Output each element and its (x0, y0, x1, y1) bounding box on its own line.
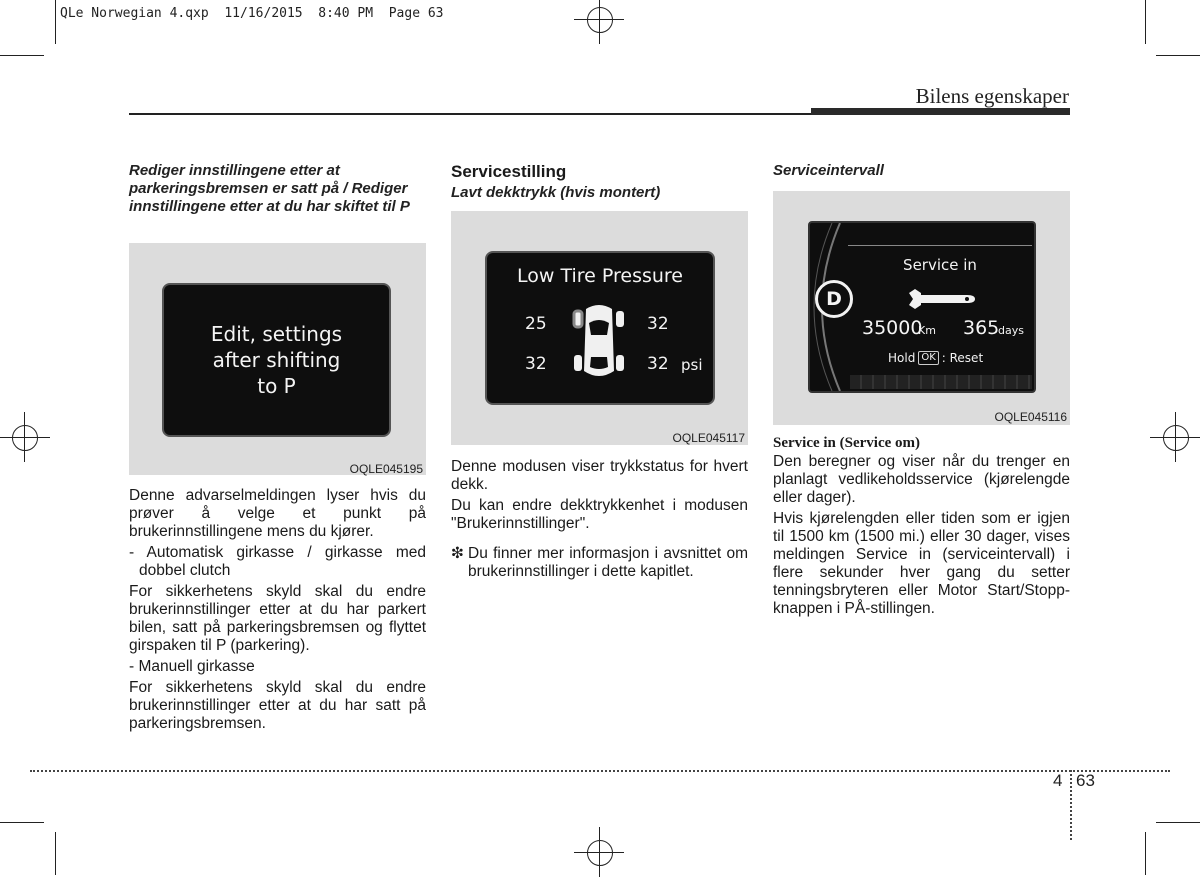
column-2 (451, 162, 748, 202)
distance-unit: Km (918, 324, 936, 337)
crop-mark (1156, 822, 1200, 823)
footer-dotted-rule (30, 770, 1170, 772)
display-screen (485, 251, 715, 405)
hold-label: Hold (888, 351, 916, 365)
reset-hint (888, 351, 983, 365)
printer-slug: QLe Norwegian 4.qxp 11/16/2015 8:40 PM Page 63 (60, 6, 444, 21)
crop-mark (55, 832, 56, 875)
paragraph: Denne modusen viser trykkstatus for hvert dekk. (451, 458, 748, 493)
note-text: Du finner mer informasjon i avsnittet om brukerinnstillinger i dette kapitlet. (468, 545, 748, 580)
list-item: - Manuell girkasse (129, 658, 255, 675)
header-bar (811, 108, 1070, 115)
screen-line: to P (257, 374, 296, 398)
tire-front-left: 25 (525, 314, 547, 334)
crop-mark (1145, 0, 1146, 44)
paragraph: For sikkerhetens skyld skal du endre brukerinnstillinger etter at du har satt på parkeringsbremsen. (129, 679, 426, 732)
column-1 (129, 162, 426, 216)
crop-mark (0, 55, 44, 56)
subheading: Service in (Service om) (773, 435, 921, 451)
wrench-icon (905, 285, 977, 309)
car-top-view-icon (570, 301, 628, 383)
screen-title: Service in (903, 256, 977, 274)
note (451, 545, 748, 581)
figure-code: OQLE045195 (349, 462, 423, 476)
chapter-number: 4 (1053, 771, 1063, 790)
days-unit: days (998, 324, 1024, 337)
paragraph: For sikkerhetens skyld skal du endre brukerinnstillinger etter at du har parkert bilen, satt på parkeringsbremsen og flyttet girspaken til P (parkering). (129, 583, 426, 654)
pressure-unit: psi (681, 356, 703, 374)
paragraph: Denne advarselmeldingen lyser hvis du prøver å velge et punkt på brukerinnstillingene mens du kjører. (129, 487, 426, 540)
registration-mark (587, 840, 613, 866)
gear-indicator (815, 280, 853, 318)
paragraph: Du kan endre dekktrykkenhet i modusen "Brukerinnstillinger". (451, 497, 748, 532)
screen-text (164, 321, 389, 399)
gear-letter: D (826, 288, 842, 310)
registration-mark-line (599, 827, 600, 877)
display-screen (162, 283, 391, 437)
figure-tire-pressure (451, 211, 748, 445)
screen-footer-strip (850, 375, 1032, 389)
days-value: 365 (963, 317, 1000, 339)
registration-mark (12, 425, 38, 451)
figure-edit-settings (129, 243, 426, 475)
figure-service-interval (773, 191, 1070, 425)
figure-code: OQLE045116 (994, 410, 1067, 424)
crop-mark (1156, 55, 1200, 56)
screen-line: Edit, settings (210, 322, 343, 346)
ok-key-icon: OK (918, 351, 938, 365)
crop-mark (55, 0, 56, 44)
figure-code: OQLE045117 (672, 431, 745, 445)
subheading: Lavt dekktrykk (hvis montert) (451, 184, 661, 201)
screen-line: after shifting (212, 348, 341, 372)
reset-label: : Reset (941, 351, 984, 365)
column-3 (773, 162, 1070, 180)
tire-rear-left: 32 (525, 354, 547, 374)
tire-front-right: 32 (647, 314, 669, 334)
registration-mark-line (599, 0, 600, 44)
paragraph: Hvis kjørelengden eller tiden som er igjen til 1500 km (1500 mi.) eller 30 dager, vises meldingen Service in (serviceintervall) i flere sekunder hver gang du setter tenningsbryteren eller Motor Start/Stopp-knappen i PÅ-stillingen. (773, 510, 1070, 617)
registration-mark (587, 7, 613, 33)
section-title: Bilens egenskaper (915, 84, 1069, 108)
tire-rear-right: 32 (647, 354, 669, 374)
screen-title: Low Tire Pressure (516, 265, 683, 287)
note-icon: ❇ (451, 545, 464, 562)
registration-mark-line (1175, 412, 1176, 462)
column-1-body (129, 487, 426, 733)
column-1-heading: Rediger innstillingene etter at parkeringsbremsen er satt på / Rediger innstillingene etter at du har skiftet til P (129, 162, 410, 215)
screen-divider (848, 245, 1032, 246)
column-3-heading: Serviceintervall (773, 162, 884, 179)
footer-separator (1070, 770, 1072, 840)
crop-mark (0, 822, 44, 823)
registration-mark-line (24, 412, 25, 462)
column-3-body (773, 434, 1070, 618)
list-item: - Automatisk girkasse / girkasse med dobbel clutch (129, 544, 426, 579)
display-screen (808, 221, 1036, 393)
distance-value: 35000 (862, 317, 923, 339)
page-number: 63 (1076, 771, 1095, 790)
registration-mark (1163, 425, 1189, 451)
crop-mark (1145, 832, 1146, 875)
header-rule (129, 113, 811, 115)
paragraph: Den beregner og viser når du trenger en planlagt vedlikeholdsservice (kjørelengde eller dager). (773, 453, 1070, 506)
registration-mark-line (0, 437, 50, 438)
column-2-body (451, 458, 748, 581)
section-heading: Servicestilling (451, 162, 567, 181)
